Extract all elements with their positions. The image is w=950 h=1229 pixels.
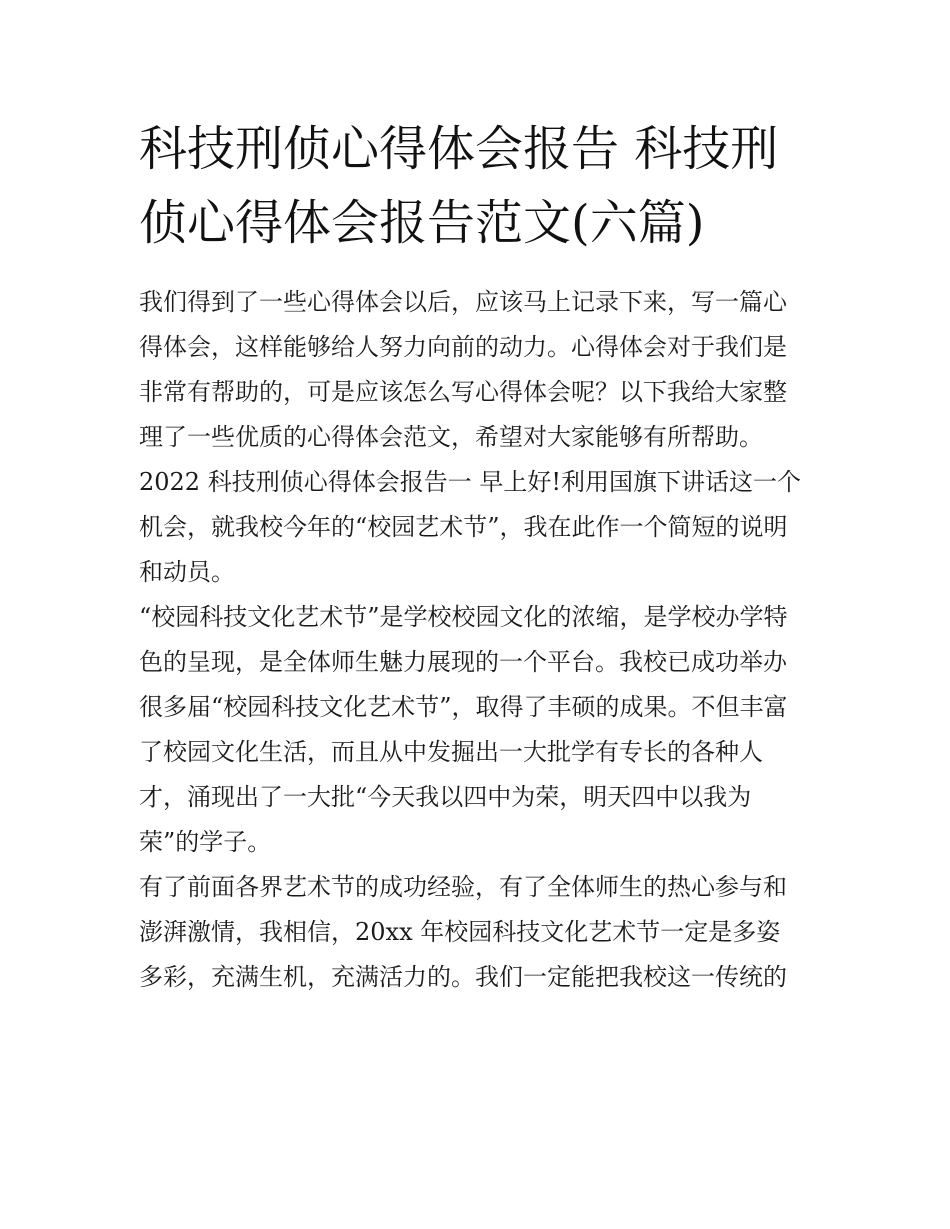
paragraph-intro (139, 280, 829, 460)
paragraph-opening (139, 460, 829, 595)
text-line: 机会，就我校今年的“校园艺术节”，我在此作一个简短的说明 (139, 513, 788, 541)
text-line: 非常有帮助的，可是应该怎么写心得体会呢？以下我给大家整 (139, 378, 787, 406)
text-line: 理了一些优质的心得体会范文，希望对大家能够有所帮助。 (139, 423, 763, 451)
text-line: 我们得到了一些心得体会以后，应该马上记录下来，写一篇心 (139, 288, 787, 316)
text-line: 色的呈现，是全体师生魅力展现的一个平台。我校已成功举办 (139, 648, 787, 676)
text-line: “校园科技文化艺术节”是学校校园文化的浓缩，是学校办学特 (139, 603, 788, 631)
text-line: 澎湃激情，我相信，20xx 年校园科技文化艺术节一定是多姿 (139, 918, 781, 946)
document-title (139, 112, 819, 260)
text-line: 才，涌现出了一大批“今天我以四中为荣，明天四中以我为 (139, 783, 752, 811)
text-line: 荣”的学子。 (139, 828, 272, 856)
title-line: 侦心得体会报告范文(六篇) (139, 195, 705, 251)
text-line: 了校园文化生活，而且从中发掘出一大批学有专长的各种人 (139, 738, 763, 766)
document-body (139, 280, 829, 1000)
paragraph-experience (139, 865, 829, 1000)
title-line: 科技刑侦心得体会报告 科技刑 (139, 121, 779, 177)
text-line: 多彩，充满生机，充满活力的。我们一定能把我校这一传统的 (139, 963, 787, 991)
paragraph-festival (139, 595, 829, 865)
text-line: 有了前面各界艺术节的成功经验，有了全体师生的热心参与和 (139, 873, 787, 901)
text-line: 2022 科技刑侦心得体会报告一 早上好!利用国旗下讲话这一个 (139, 468, 801, 496)
text-line: 和动员。 (139, 558, 235, 586)
text-line: 得体会，这样能够给人努力向前的动力。心得体会对于我们是 (139, 333, 787, 361)
text-line: 很多届“校园科技文化艺术节”，取得了丰硕的成果。不但丰富 (139, 693, 788, 721)
